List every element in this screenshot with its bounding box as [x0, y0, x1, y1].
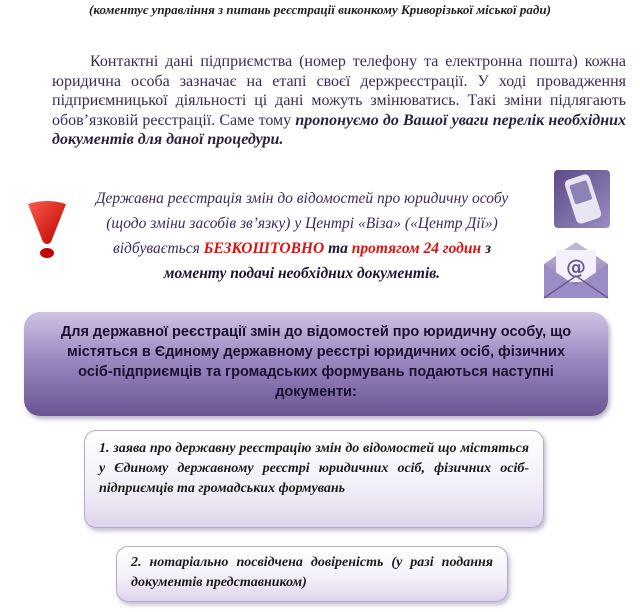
exclamation-icon [24, 200, 70, 260]
free-of-charge-label: БЕЗКОШТОВНО [203, 240, 325, 257]
document-item-text: 2. нотаріально посвідчена довіреність (у разі подання документів представником) [131, 555, 493, 590]
intro-emphasis: пропонуємо до Вашої уваги перелік необхідних документів для даної процедури. [52, 111, 627, 148]
registration-note [82, 186, 522, 286]
document-item-text: 1. заява про державну реєстрацію змін до відомостей що містяться у Єдиному державному реєстрі юридичних осіб, фізичних осіб-підприємців та громадських формувань [99, 441, 529, 496]
documents-banner [24, 312, 608, 416]
registration-note-text: Державна реєстрація змін до відомостей про юридичну особу (щодо зміни засобів зв’язку) у Центрі «Віза» («Центр Дії») відбувається [95, 190, 509, 257]
registration-note-ending: з моменту подачі необхідних документів. [163, 240, 492, 282]
page-subtitle: (коментує управління з питань реєстрації виконкому Криворізької міської ради) [89, 2, 551, 17]
svg-text:@: @ [566, 255, 586, 279]
intro-paragraph [52, 52, 626, 150]
mobile-phone-icon [552, 168, 612, 230]
registration-note-and: та [324, 240, 352, 257]
document-item-application [84, 430, 544, 528]
intro-text: Контактні дані підприємства (номер телефону та електронна пошта) кожна юридична особа зазначає на етапі своєї держреєстрації. У ході провадження підприємницької діяльності ці дані можуть змінюватись. Такі зміни підлягають обов’язковій реєстрації. Саме тому [52, 53, 626, 129]
document-item-power-of-attorney [116, 546, 508, 602]
email-envelope-icon [540, 240, 612, 300]
term-label: протягом 24 годин [351, 240, 482, 257]
documents-banner-text: Для державної реєстрації змін до відомостей про юридичну особу, що містяться в Єдиному державному реєстрі юридичних осіб, фізичних осіб-підприємців та громадських формувань подаються наступні документи: [60, 324, 572, 400]
